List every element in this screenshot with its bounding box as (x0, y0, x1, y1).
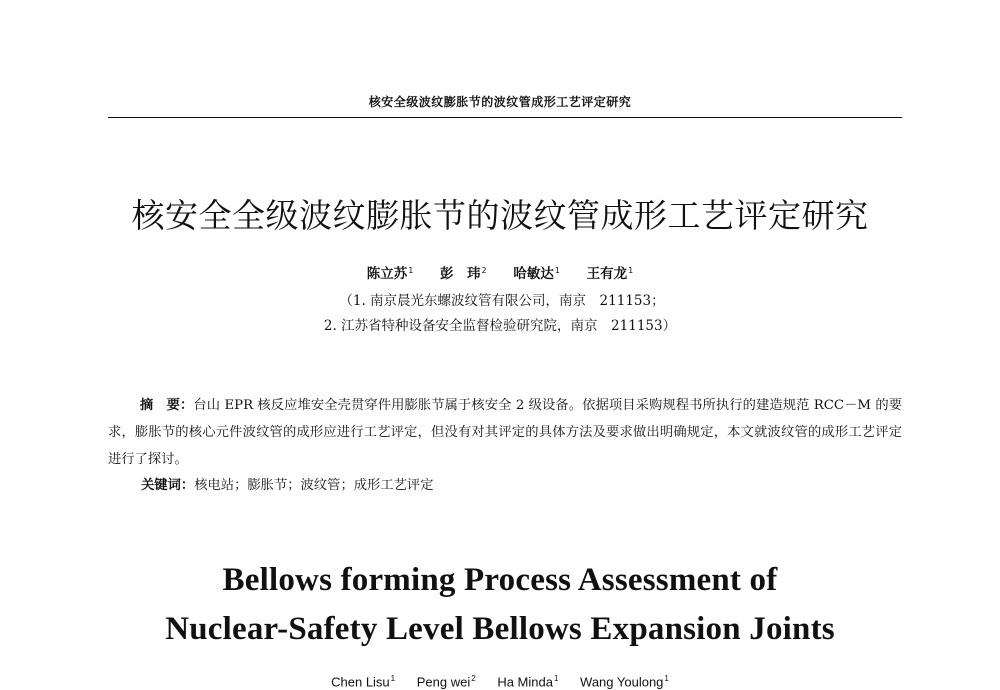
author-en-affil-mark: 1 (664, 674, 669, 683)
author-cn-affil-mark: 1 (554, 265, 560, 275)
keywords-cn (141, 474, 434, 493)
paper-title-cn: 核安全全级波纹膨胀节的波纹管成形工艺评定研究 (131, 196, 869, 235)
author-en (331, 674, 395, 689)
running-header: 核安全级波纹膨胀节的波纹管成形工艺评定研究 (368, 95, 632, 109)
author-en-affil-mark: 1 (390, 674, 396, 683)
author-cn (367, 262, 414, 282)
author-en (497, 674, 558, 689)
paper-title-en-line-2: Nuclear-Safety Level Bellows Expansion Joints (165, 611, 835, 647)
author-en-affil-mark: 1 (553, 674, 559, 683)
author-en-name: Ha Minda (497, 674, 553, 690)
affiliation-1: （1. 南京晨光东螺波纹管有限公司，南京 211153； (339, 293, 665, 309)
keywords-text: 核电站；膨胀节；波纹管；成形工艺评定 (194, 478, 434, 493)
author-cn-affil-mark: 1 (408, 265, 414, 275)
author-en-name: Peng wei (416, 674, 471, 690)
author-cn (587, 262, 634, 282)
author-cn (440, 262, 487, 282)
abstract-label: 摘 要： (139, 398, 194, 413)
author-en (417, 674, 476, 689)
paper-title-en-line-1: Bellows forming Process Assessment of (222, 562, 778, 598)
author-cn-name: 王有龙 (586, 266, 628, 282)
author-list-en (0, 674, 1000, 689)
affiliation-2: 2. 江苏省特种设备安全监督检验研究院，南京 211153） (323, 318, 677, 334)
author-en (580, 674, 669, 689)
author-en-name: Wang Youlong (580, 674, 664, 690)
author-cn-affil-mark: 2 (481, 265, 487, 275)
author-cn (513, 262, 560, 282)
author-list-cn (0, 262, 1000, 282)
author-en-affil-mark: 2 (471, 674, 476, 683)
author-cn-affil-mark: 1 (628, 265, 634, 275)
author-cn-name: 陈立苏 (366, 266, 408, 282)
author-cn-name: 彭 玮 (440, 266, 481, 282)
header-rule (108, 117, 902, 118)
abstract-text: 台山 EPR 核反应堆安全壳贯穿件用膨胀节属于核安全 2 级设备。依据项目采购规程书所执行的建造规范 RCC－M 的要求，膨胀节的核心元件波纹管的成形应进行工艺评定，但没有对其评定的具体方法及要求做出明确规定，本文就波纹管的成形工艺评定进行了探讨。 (108, 398, 902, 467)
abstract-cn (108, 392, 902, 473)
author-en-name: Chen Lisu (331, 674, 390, 690)
keywords-label: 关键词： (141, 478, 195, 493)
author-cn-name: 哈敏达 (513, 266, 554, 282)
